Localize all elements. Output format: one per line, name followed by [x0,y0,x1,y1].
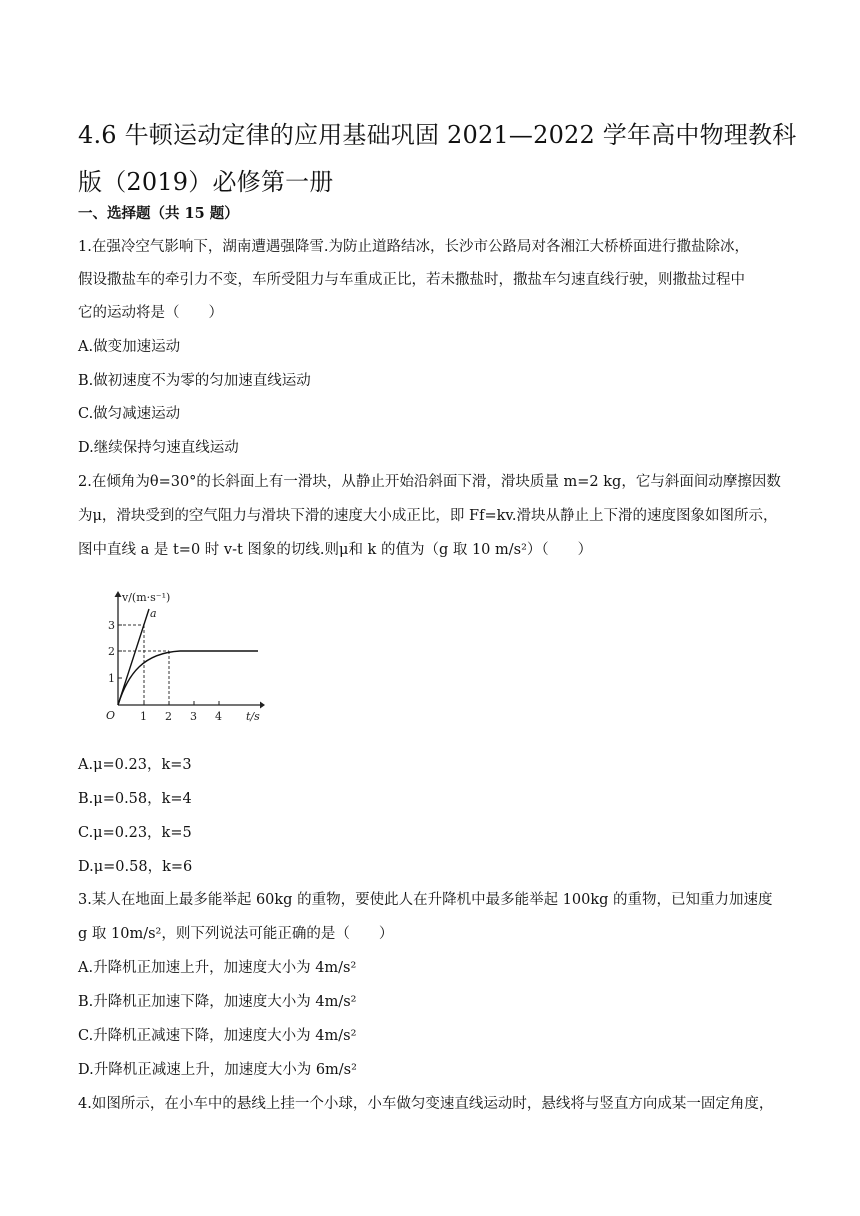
question-3-option-a: A.升降机正加速上升，加速度大小为 4m/s² [78,960,357,976]
y-tick-label-2: 2 [108,645,115,658]
x-tick-label-3: 3 [190,710,197,723]
x-tick-label-2: 2 [165,710,172,723]
question-3-line-1: 3.某人在地面上最多能举起 60kg 的重物，要使此人在升降机中最多能举起 100kg 的重物，已知重力加速度 [78,892,773,908]
question-3-option-c: C.升降机正减速下降，加速度大小为 4m/s² [78,1028,357,1044]
x-axis-arrow [260,702,265,709]
question-3-option-b: B.升降机正加速下降，加速度大小为 4m/s² [78,994,357,1010]
question-2-option-b: B.μ=0.58，k=4 [78,791,192,807]
x-tick-label-1: 1 [140,710,147,723]
velocity-time-figure [100,585,265,725]
question-2-option-a: A.μ=0.23，k=3 [78,757,192,773]
question-2-line-2: 为μ，滑块受到的空气阻力与滑块下滑的速度大小成正比，即 Ff=kv.滑块从静止上下滑的速度图象如图所示， [78,508,778,524]
question-2-option-d: D.μ=0.58，k=6 [78,859,193,875]
x-axis-label: t/s [246,710,260,723]
x-tick-label-4: 4 [215,710,222,723]
y-axis-arrow [115,591,122,597]
question-1-option-a: A.做变加速运动 [78,339,181,355]
question-1-option-b: B.做初速度不为零的匀加速直线运动 [78,373,311,389]
y-tick-label-3: 3 [108,619,115,632]
question-2-line-1: 2.在倾角为θ=30°的长斜面上有一滑块，从静止开始沿斜面下滑，滑块质量 m=2 kg，它与斜面间动摩擦因数 [78,474,781,490]
question-1-line-3: 它的运动将是（ ） [78,305,223,321]
y-tick-label-1: 1 [108,672,115,685]
question-1-option-d: D.继续保持匀速直线运动 [78,440,239,456]
y-axis-label: v/(m·s⁻¹) [122,591,171,604]
line-a-label: a [150,607,157,620]
question-3-option-d: D.升降机正减速上升，加速度大小为 6m/s² [78,1062,357,1078]
question-2-line-3: 图中直线 a 是 t=0 时 v-t 图象的切线.则μ和 k 的值为（g 取 10 m/s²）（ ） [78,542,593,558]
velocity-curve [118,651,258,705]
section-heading: 一、选择题（共 15 题） [78,205,239,222]
origin-label: O [106,709,116,722]
question-4-line-1: 4.如图所示，在小车中的悬线上挂一个小球，小车做匀变速直线运动时，悬线将与竖直方向成某一固定角度， [78,1096,774,1112]
question-3-line-2: g 取 10m/s²，则下列说法可能正确的是（ ） [78,926,394,942]
document-title: 4.6 牛顿运动定律的应用基础巩固 2021—2022 学年高中物理教科版（2019）必修第一册 [78,121,797,196]
question-1-option-c: C.做匀减速运动 [78,406,181,422]
question-2-option-c: C.μ=0.23，k=5 [78,825,192,841]
question-1-line-1: 1.在强冷空气影响下，湖南遭遇强降雪.为防止道路结冰，长沙市公路局对各湘江大桥桥面进行撒盐除冰， [78,239,749,255]
question-1-line-2: 假设撒盐车的牵引力不变，车所受阻力与车重成正比，若未撒盐时，撒盐车匀速直线行驶，则撒盐过程中 [78,272,745,288]
